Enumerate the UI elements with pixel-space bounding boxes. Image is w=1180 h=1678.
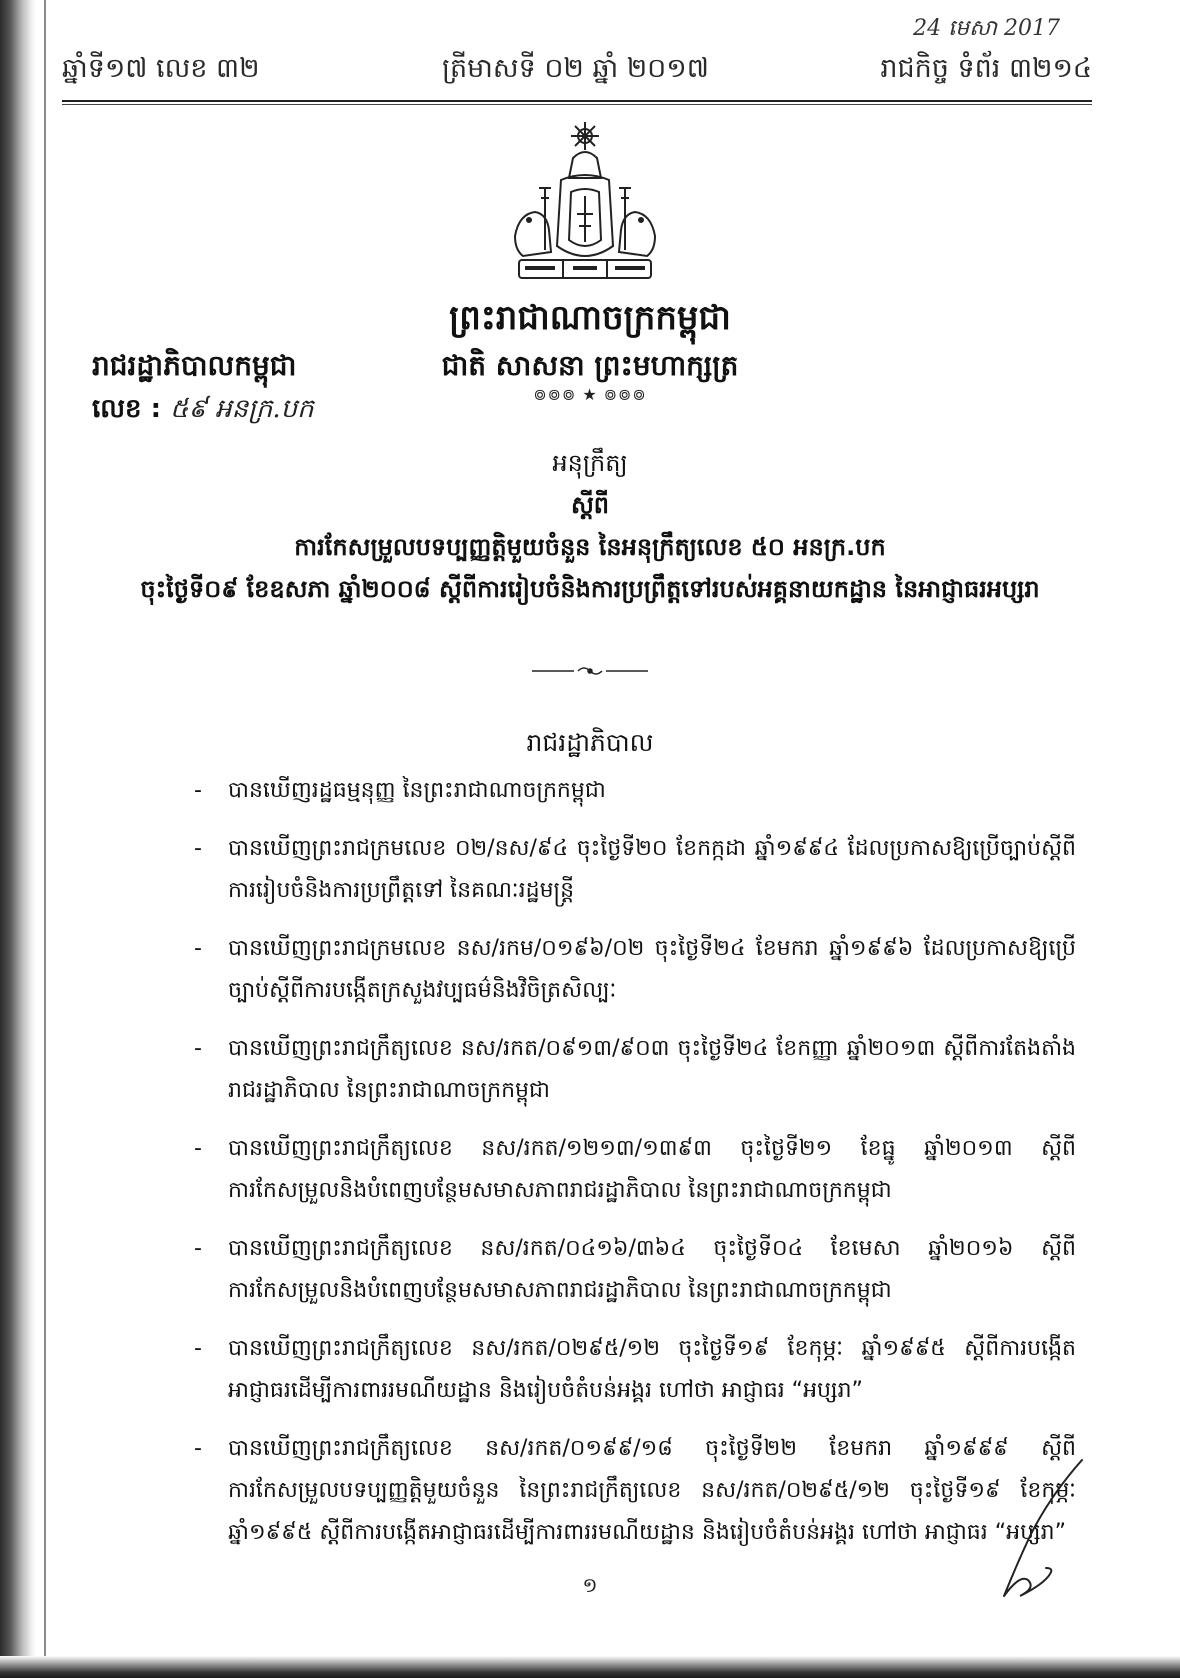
national-motto: ជាតិ សាសនា ព្រះមហាក្សត្រ xyxy=(441,349,739,382)
list-item xyxy=(196,1128,1076,1212)
document-about: ស្តីពី xyxy=(570,491,610,519)
document-subject-line-2: ចុះថ្ងៃទី០៩ ខែឧសភា ឆ្នាំ២០០៨ ស្តីពីការរៀបចំនិងការប្រព្រឹត្តទៅរបស់អគ្គនាយកដ្ឋាន នៃអាជ្ញាធរអប្សរា xyxy=(140,575,1040,603)
bullet-dash: - xyxy=(194,778,202,803)
list-item xyxy=(196,928,1076,1012)
list-item-text: បានឃើញព្រះរាជក្រឹត្យលេខ នស/រកត/០៤១៦/៣៦៤ ចុះថ្ងៃទី០៤ ខែមេសា ឆ្នាំ២០១៦ ស្តីពីការកែសម្រួលនិងបំពេញបន្ថែមសមាសភាពរាជរដ្ឋាភិបាល នៃព្រះរាជាណាចក្រកម្ពុជា xyxy=(228,1236,1076,1303)
body-heading: រាជរដ្ឋាភិបាល xyxy=(526,728,654,757)
bullet-dash: - xyxy=(194,1336,202,1361)
decree-number-value: ៥៩ អនក្រ.បក xyxy=(170,394,314,424)
list-item-text: បានឃើញព្រះរាជក្រឹត្យលេខ នស/រកត/០៩១៣/៩០៣ ចុះថ្ងៃទី២៤ ខែកញ្ញា ឆ្នាំ២០១៣ ស្តីពីការតែងតាំងរាជរដ្ឋាភិបាល នៃព្រះរាជាណាចក្រកម្ពុជា xyxy=(228,1036,1076,1103)
bullet-dash: - xyxy=(194,1436,202,1461)
scan-left-edge xyxy=(0,0,36,1678)
ornamental-divider xyxy=(530,664,650,678)
header-gazette-page: រាជកិច្ច ទំព័រ ៣២១៤ xyxy=(880,53,1092,84)
list-item xyxy=(196,828,1076,912)
bullet-dash: - xyxy=(194,1136,202,1161)
scan-bottom-edge xyxy=(0,1656,1180,1678)
motto-ornament: ៙៙៙ ★ ៙៙៙ xyxy=(533,385,647,404)
bullet-dash: - xyxy=(194,936,202,961)
list-item xyxy=(196,1428,1076,1554)
considerations-list xyxy=(196,770,1076,1570)
list-item-text: បានឃើញព្រះរាជក្រឹត្យលេខ នស/រកត/០១៩៩/១៨ ចុះថ្ងៃទី២២ ខែមករា ឆ្នាំ១៩៩៩ ស្តីពីការកែសម្រួលបទប្បញ្ញត្តិមួយចំនួន នៃព្រះរាជក្រឹត្យលេខ នស/រកត/០២៩៥/១២ ចុះថ្ងៃទី១៩ ខែកុម្ភៈ ឆ្នាំ១៩៩៥ ស្តីពីការបង្កើតអាជ្ញាធរដើម្បីការពាររមណីយដ្ឋាន និងរៀបចំតំបន់អង្គរ ហៅថា អាជ្ញាធរ “អប្សរា” xyxy=(228,1436,1076,1545)
issuer-name: រាជរដ្ឋាភិបាលកម្ពុជា xyxy=(92,349,297,382)
royal-coat-of-arms-icon xyxy=(505,118,665,286)
page-number: ១ xyxy=(582,1573,598,1597)
bullet-dash: - xyxy=(194,1036,202,1061)
list-item-text: បានឃើញរដ្ឋធម្មនុញ្ញ នៃព្រះរាជាណាចក្រកម្ពុជា xyxy=(228,778,606,803)
list-item-text: បានឃើញព្រះរាជក្រឹត្យលេខ នស/រកត/១២១៣/១៣៩៣ ចុះថ្ងៃទី២១ ខែធ្នូ ឆ្នាំ២០១៣ ស្តីពីការកែសម្រួលនិងបំពេញបន្ថែមសមាសភាពរាជរដ្ឋាភិបាល នៃព្រះរាជាណាចក្រកម្ពុជា xyxy=(228,1136,1076,1203)
bullet-dash: - xyxy=(194,836,202,861)
header-rule xyxy=(62,100,1092,105)
document-type: អនុក្រឹត្យ xyxy=(552,449,628,477)
document-subject-line-1: ការកែសម្រួលបទប្បញ្ញត្តិមួយចំនួន នៃអនុក្រឹត្យលេខ ៥០ អនក្រ.បក xyxy=(294,533,886,561)
decree-number-label: លេខ : xyxy=(92,394,161,424)
list-item xyxy=(196,1028,1076,1112)
list-item xyxy=(196,1328,1076,1412)
list-item-text: បានឃើញព្រះរាជក្រមលេខ នស/រកម/០១៩៦/០២ ចុះថ្ងៃទី២៤ ខែមករា ឆ្នាំ១៩៩៦ ដែលប្រកាសឱ្យប្រើច្បាប់ស្តីពីការបង្កើតក្រសួងវប្បធម៌និងវិចិត្រសិល្បៈ xyxy=(228,936,1076,1003)
bullet-dash: - xyxy=(194,1236,202,1261)
scan-fold-line xyxy=(44,0,46,1678)
header-year-issue: ឆ្នាំទី១៧ លេខ ៣២ xyxy=(62,53,260,84)
list-item xyxy=(196,770,1076,812)
initials-signature-icon xyxy=(990,1456,1086,1606)
list-item-text: បានឃើញព្រះរាជក្រឹត្យលេខ នស/រកត/០២៩៥/១២ ចុះថ្ងៃទី១៩ ខែកុម្ភៈ ឆ្នាំ១៩៩៥ ស្តីពីការបង្កើតអាជ្ញាធរដើម្បីការពាររមណីយដ្ឋាន និងរៀបចំតំបន់អង្គរ ហៅថា អាជ្ញាធរ “អប្សរា” xyxy=(228,1336,1076,1403)
kingdom-title: ព្រះរាជាណាចក្រកម្ពុជា xyxy=(449,298,731,338)
header-quarter: ត្រីមាសទី ០២ ឆ្នាំ ២០១៧ xyxy=(442,53,709,84)
list-item-text: បានឃើញព្រះរាជក្រមលេខ ០២/នស/៩៤ ចុះថ្ងៃទី២០ ខែកក្កដា ឆ្នាំ១៩៩៤ ដែលប្រកាសឱ្យប្រើច្បាប់ស្តីពីការរៀបចំនិងការប្រព្រឹត្តទៅ នៃគណៈរដ្ឋមន្ត្រី xyxy=(228,836,1076,903)
handwritten-date: 24 មេសា 2017 xyxy=(913,16,1060,41)
gazette-header xyxy=(62,52,1092,92)
decree-number xyxy=(92,392,314,430)
list-item xyxy=(196,1228,1076,1312)
